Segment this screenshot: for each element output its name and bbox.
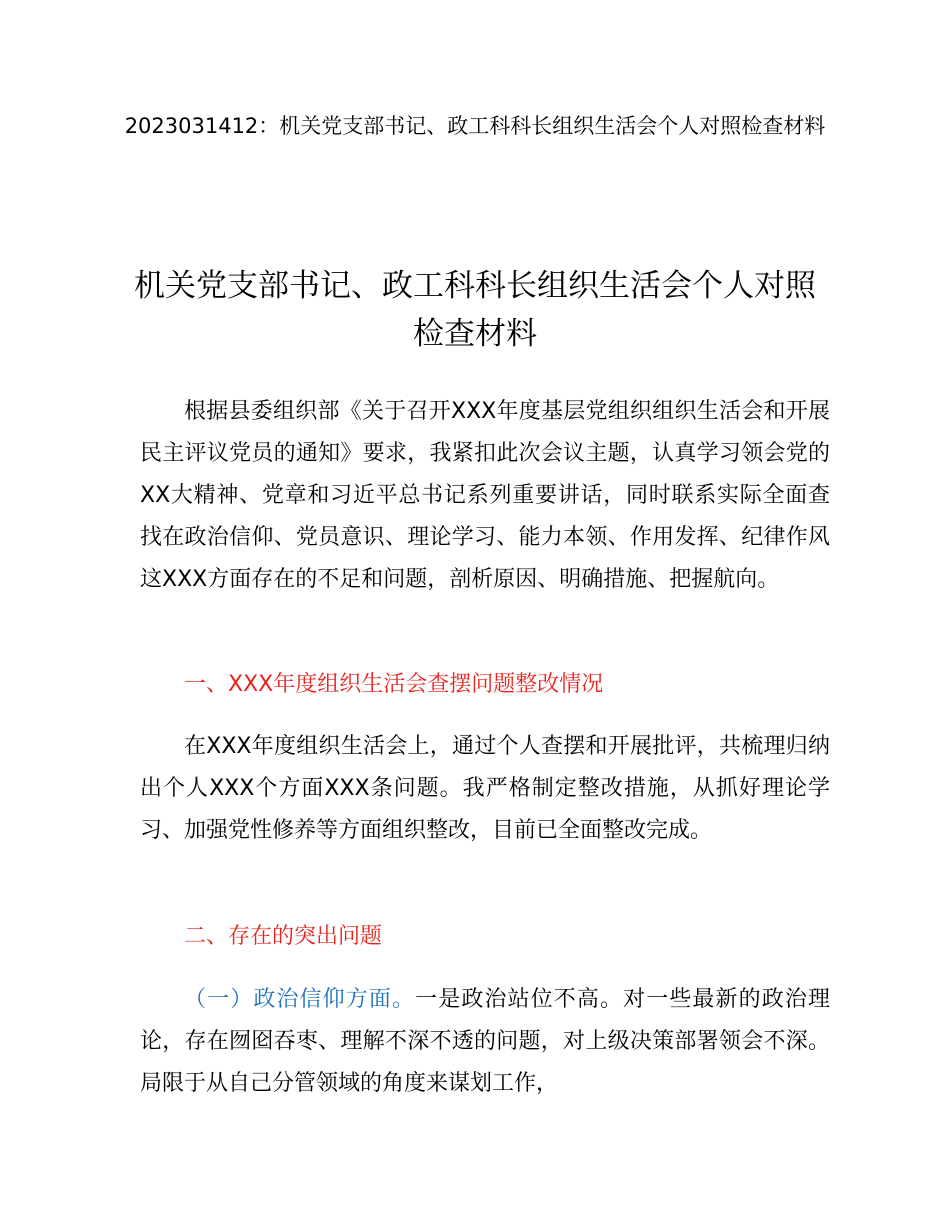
subsection-1-paragraph [140, 979, 830, 1105]
section-2-heading: 二、存在的突出问题 [184, 924, 383, 949]
section-1-paragraph: 在XXX年度组织生活会上，通过个人查摆和开展批评，共梳理归纳出个人XXX个方面XXX条问题。我严格制定整改措施，从抓好理论学习、加强党性修养等方面组织整改，目前已全面整改完成。 [140, 734, 830, 843]
document-title: 机关党支部书记、政工科科长组织生活会个人对照检查材料 [134, 268, 816, 352]
subsection-1-text: 一是政治站位不高。对一些最新的政治理论，存在囫囵吞枣、理解不深不透的问题，对上级决策部署领会不深。局限于从自己分管领域的角度来谋划工作， [140, 987, 830, 1096]
section-1-heading: 一、XXX年度组织生活会查摆问题整改情况 [184, 672, 604, 697]
subsection-1-heading: （一）政治信仰方面。 [184, 987, 416, 1012]
document-id-line: 2023031412：机关党支部书记、政工科科长组织生活会个人对照检查材料 [124, 114, 826, 138]
intro-paragraph: 根据县委组织部《关于召开XXX年度基层党组织组织生活会和开展民主评议党员的通知》要求，我紧扣此次会议主题，认真学习领会党的XX大精神、党章和习近平总书记系列重要讲话，同时联系实际全面查找在政治信仰、党员意识、理论学习、能力本领、作用发挥、纪律作风这XXX方面存在的不足和问题，剖析原因、明确措施、把握航向。 [140, 399, 830, 592]
